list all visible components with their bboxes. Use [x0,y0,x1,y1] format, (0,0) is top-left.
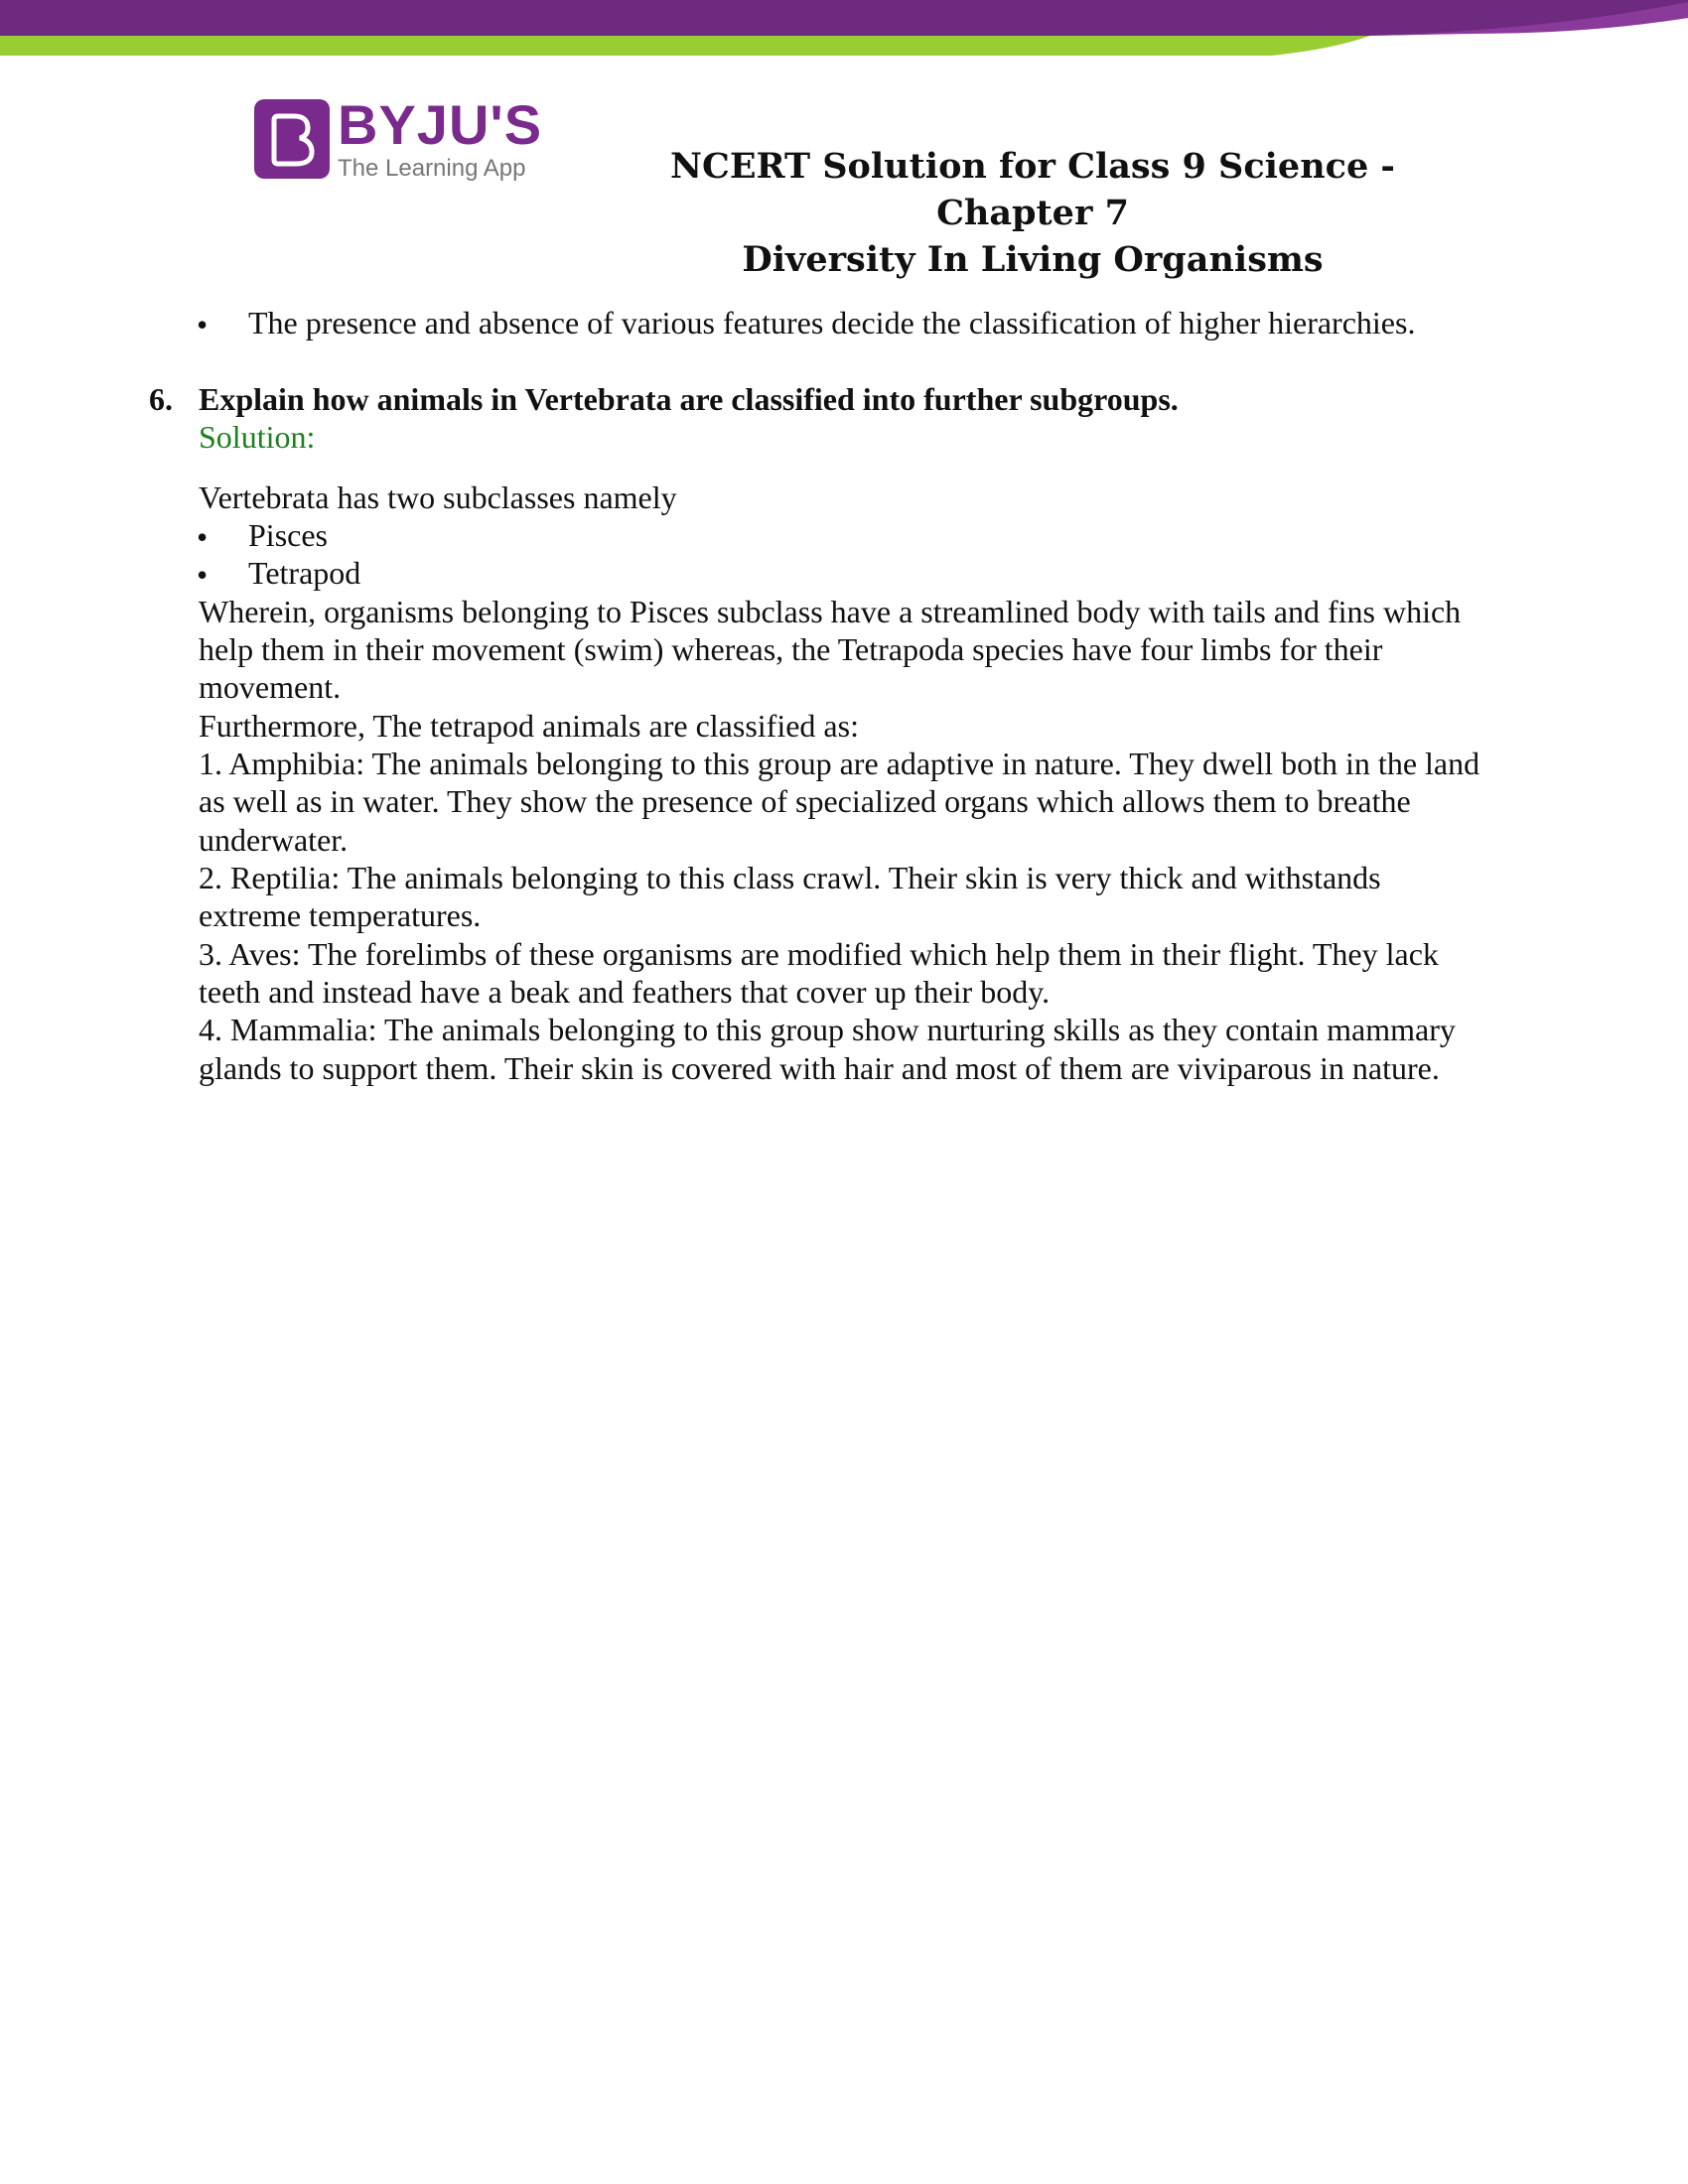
paragraph-line: 1. Amphibia: The animals belonging to this group are adaptive in nature. They dwell both in the land [199,746,1480,781]
document-title [596,143,1470,283]
byjus-logo [254,93,543,182]
header-band [0,0,1688,69]
subclass-item: Tetrapod [248,555,361,591]
previous-bullet-text: The presence and absence of various features decide the classification of higher hierarchies. [248,305,1416,341]
paragraph-line: extreme temperatures. [199,897,482,933]
question-text: Explain how animals in Vertebrata are classified into further subgroups. [199,381,1179,417]
subclass-item: Pisces [248,517,328,553]
title-line-2: Diversity In Living Organisms [742,239,1324,280]
paragraph-line: as well as in water. They show the presence of specialized organs which allows them to breathe [199,783,1411,819]
bullet-icon: • [197,519,209,555]
bullet-icon: • [197,307,209,342]
paragraph-line: 4. Mammalia: The animals belonging to this group show nurturing skills as they contain mammary [199,1012,1456,1047]
paragraph-line: 2. Reptilia: The animals belonging to this class crawl. Their skin is very thick and withstands [199,860,1381,895]
logo-tagline: The Learning App [338,155,526,182]
paragraph-line: Furthermore, The tetrapod animals are classified as: [199,708,859,744]
bullet-icon: • [197,557,209,593]
paragraph-line: Wherein, organisms belonging to Pisces subclass have a streamlined body with tails and fins which [199,594,1462,629]
title-line-1: NCERT Solution for Class 9 Science - Chapter 7 [670,146,1395,233]
paragraph-line: movement. [199,669,342,705]
paragraph-line: teeth and instead have a beak and feathers that cover up their body. [199,974,1051,1010]
paragraph-line: glands to support them. Their skin is covered with hair and most of them are viviparous in nature. [199,1050,1440,1086]
logo-name: BYJU'S [338,93,543,156]
intro-text: Vertebrata has two subclasses namely [199,479,677,515]
paragraph-line: help them in their movement (swim) whereas, the Tetrapoda species have four limbs for their [199,631,1383,667]
paragraph-line: underwater. [199,822,349,858]
paragraph-line: 3. Aves: The forelimbs of these organisms are modified which help them in their flight. They lack [199,936,1439,972]
solution-label: Solution: [199,419,316,455]
byjus-logo-icon [254,99,330,179]
question-number: 6. [149,381,173,417]
